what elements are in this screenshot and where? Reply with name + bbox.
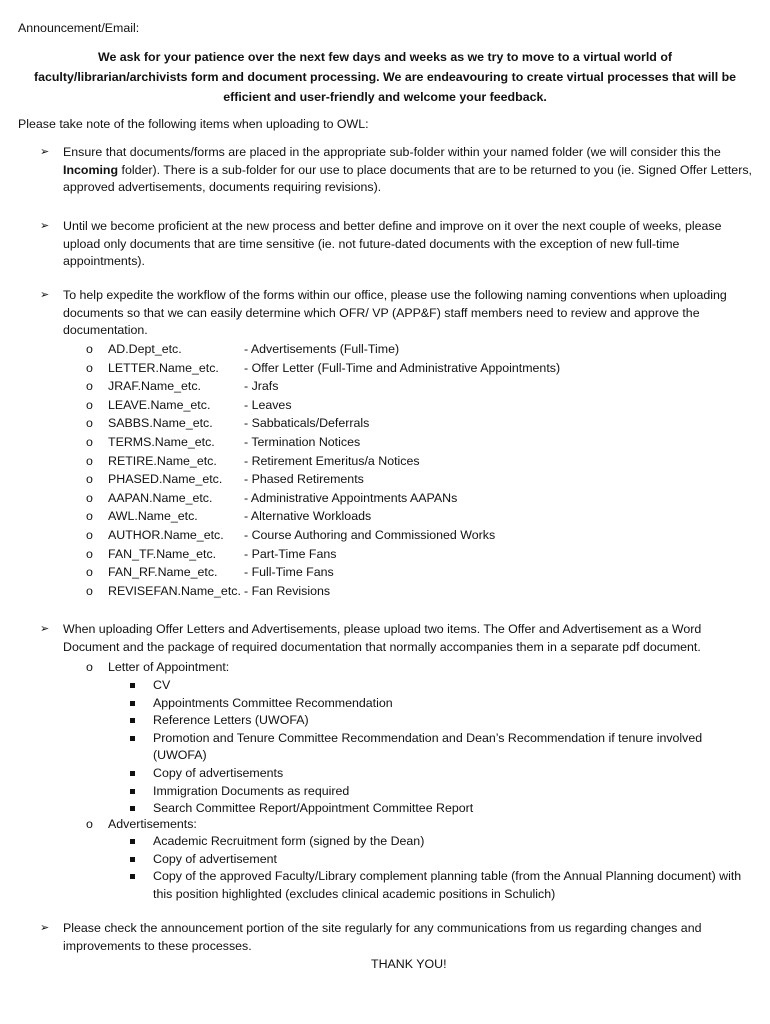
- arrow-bullet-icon: ➢: [40, 146, 50, 158]
- square-bullet-icon: [130, 789, 135, 794]
- list-item: Academic Recruitment form (signed by the Dean): [130, 833, 745, 851]
- arrow-bullet-icon: ➢: [40, 922, 50, 934]
- upload-note: Please take note of the following items when uploading to OWL:: [18, 117, 369, 131]
- sub-label: Advertisements:: [108, 817, 197, 831]
- bullet-text: Until we become proficient at the new process and better define and improve on it over the next couple of weeks, please upload only documents that are time sensitive (ie. not future-dated documents with the exception of new full-time appointments).: [63, 219, 722, 269]
- square-bullet-icon: [130, 683, 135, 688]
- square-bullet-icon: [130, 736, 135, 741]
- incoming-bold: Incoming: [63, 162, 119, 177]
- bullet-text: Ensure that documents/forms are placed in the appropriate sub-folder within your named folder (we will consider this the Incoming folder). There is a sub-folder for our use to place documents that are to be returned to you (ie. Signed Offer Letters, approved advertisements, documents requiring revisions).: [63, 145, 752, 195]
- document-heading: Announcement/Email:: [18, 21, 140, 35]
- square-bullet-icon: [130, 874, 135, 879]
- square-bullet-icon: [130, 771, 135, 776]
- bullet-text: Please check the announcement portion of the site regularly for any communications from us regarding changes and improvements to these processes.: [63, 921, 702, 953]
- letter-of-appointment: o Letter of Appointment:: [86, 660, 230, 674]
- advertisement-items: [130, 833, 745, 903]
- bullet-sub-folder: [40, 144, 752, 197]
- list-item: Copy of advertisements: [130, 765, 745, 783]
- intro-paragraph: We ask for your patience over the next few days and weeks as we try to move to a virtual world of faculty/librarian/archivists form and document processing. We are endeavouring to create virtual processes that will be efficient and user-friendly and welcome your feedback.: [33, 50, 737, 104]
- appointment-items: [130, 677, 745, 818]
- document-page: Announcement/Email: We ask for your patience over the next few days and weeks as we try to move to a virtual world of faculty/librarian/archivists form and document processing. We are endeavouring to create virtual processes that will be efficient and user-friendly and welcome your feedback. Please take note of the following items when uploading to OWL: ➢ Ensure that documents/forms are placed in the appropriate sub-folder within your named folder (we will consider this the Incoming folder). There is a sub-folder for our use to place documents that are to be returned to you (ie. Signed Offer Letters, approved advertisements, documents requiring revisions). ➢ Until we become proficient at the new process and better define and improve on it over the next couple of weeks, please upload only documents that are time sensitive (ie. not future-dated documents with the exception of new full-time appointments). ➢ To help expedite the workflow of the forms within our office, please use the following naming conventions when uploading documents so that we can easily determine which OFR/ VP (APP&F) staff members need to review and approve the documentation. o AD.Dept_etc. - Advertisements (Full-Time) o LETTER.Name_etc. - Offer Letter (Full-Time and Administrative Appointments) o JRAF.Name_etc. - Jrafs o LEAVE.Name_etc. - Leaves o SABBS.Name_etc. - Sabbaticals/Deferrals o TERMS.Name_etc. - Termination Notices o RETIRE.Name_etc. - Retirement Emeritus/a Notices o PHASED.Name_etc. - Phased Retirements o AAPAN.Name_etc. - Administrative Appointments AAPANs o AWL.Name_etc. - Alternative Workloads o AUTHOR.Name_etc. - Course Authoring and Commissioned Works o FAN_TF.Name_etc. - Part-Time Fans o FAN_RF.Name_etc. - Full-Time Fans o REVISEFAN.Name_etc. - Fan Revisions ➢ When uploading Offer Letters and Advertisements, please upload two items. The Offer and Advertisement as a Word Document and the package of required documentation that normally accompanies them in a separate pdf document. o Letter of Appointment: CV Appointments Committee Recommendation Reference Letters (UWOFA) Promotion and Tenure Committee Recommendation and Dean’s Recommendation if tenure involved (UWOFA) Copy of advertisements Immigration Documents as required Search Committee Report/Appointment Committee Report o Advertisements: Academic Recruitment form (signed by the Dean) Copy of advertisement Copy of the approved Faculty/Library complement planning table (from the Annual Planning document) with this position highlighted (excludes clinical academic positions in Schulich) ➢ Please check the announcement portion of the site regularly for any communications from us regarding changes and improvements to these processes. THANK YOU!: [0, 0, 770, 1024]
- arrow-bullet-icon: ➢: [40, 623, 50, 635]
- bullet-check-announcements: [40, 920, 752, 955]
- list-item: Copy of advertisement: [130, 851, 745, 869]
- list-item: Reference Letters (UWOFA): [130, 712, 745, 730]
- bullet-naming-conventions: [40, 287, 752, 340]
- square-bullet-icon: [130, 701, 135, 706]
- square-bullet-icon: [130, 839, 135, 844]
- square-bullet-icon: [130, 806, 135, 811]
- arrow-bullet-icon: ➢: [40, 220, 50, 232]
- bullet-text: When uploading Offer Letters and Advertisements, please upload two items. The Offer and Advertisement as a Word Document and the package of required documentation that normally accompanies them in a separate pdf document.: [63, 622, 702, 654]
- square-bullet-icon: [130, 718, 135, 723]
- list-item: Search Committee Report/Appointment Committee Report: [130, 800, 745, 818]
- arrow-bullet-icon: ➢: [40, 289, 50, 301]
- list-item: Immigration Documents as required: [130, 783, 745, 801]
- sub-label: Letter of Appointment:: [108, 660, 230, 674]
- list-item: Copy of the approved Faculty/Library complement planning table (from the Annual Planning document) with this position highlighted (excludes clinical academic positions in Schulich): [130, 868, 745, 903]
- bullet-time-sensitive: [40, 218, 752, 271]
- bullet-text: To help expedite the workflow of the forms within our office, please use the following naming conventions when uploading documents so that we can easily determine which OFR/ VP (APP&F) staff members need to review and approve the documentation.: [63, 288, 727, 338]
- list-item: Appointments Committee Recommendation: [130, 695, 745, 713]
- bullet-offer-letters: [40, 621, 752, 656]
- thank-you: THANK YOU!: [371, 957, 447, 971]
- advertisements: o Advertisements:: [86, 817, 197, 831]
- list-item: CV: [130, 677, 745, 695]
- list-item: Promotion and Tenure Committee Recommendation and Dean’s Recommendation if tenure involved (UWOFA): [130, 730, 745, 765]
- square-bullet-icon: [130, 857, 135, 862]
